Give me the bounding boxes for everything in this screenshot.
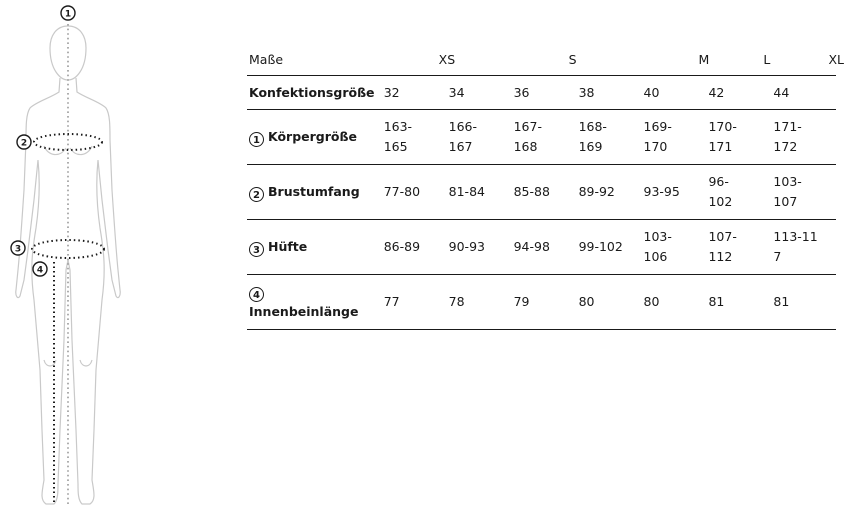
cell-value: 93-95 [643,184,680,199]
table-cell [771,76,836,110]
table-cell [447,165,512,220]
cell-value: 169- 170 [643,119,672,154]
table-cell [706,76,771,110]
cell-value: 77-80 [383,184,421,199]
cell-value: 42 [708,84,725,100]
table-cell [447,220,512,275]
row-label [247,165,382,220]
table-cell [706,165,771,220]
header-size [382,44,447,76]
cell-value: 166- 167 [448,119,478,154]
table-cell [642,76,707,110]
table-cell [447,110,512,165]
table-cell [447,275,512,330]
table-header-row [247,44,844,76]
table-cell [771,165,836,220]
cell-value: 81 [708,294,725,309]
marker-2: 2 [20,138,28,149]
cell-value: 85-88 [513,184,550,199]
size-table [247,44,844,330]
table-cell [771,275,836,330]
cell-value: 103- 106 [643,229,672,264]
row-label [247,76,382,110]
table-cell [447,76,512,110]
cell-value: 79 [513,294,530,309]
row-label-text: Hüfte [268,239,308,254]
cell-value: 81 [773,294,790,309]
table-row [247,220,844,275]
marker-3: 3 [14,244,22,255]
measure-number-badge: 2 [249,187,264,202]
table-cell [512,220,577,275]
table-cell [642,165,707,220]
table-cell [577,76,642,110]
row-label [247,220,382,275]
cell-value: 40 [643,84,660,100]
table-cell [512,275,577,330]
cell-value: 163- 165 [383,119,413,154]
cell-value: 81-84 [448,184,485,199]
table-row [247,110,844,165]
cell-value: 86-89 [383,239,421,254]
row-label [247,275,382,330]
table-cell [706,110,771,165]
cell-value: 77 [383,294,400,309]
table-row [247,76,844,110]
cell-value: 168- 169 [578,119,607,154]
table-cell [706,275,771,330]
header-size [642,44,707,76]
cell-value: 80 [578,294,595,309]
header-label: Maße [249,51,284,67]
cell-value: 96- 102 [708,174,733,209]
cell-value: 38 [578,84,595,100]
table-cell [512,76,577,110]
row-label-text: Innenbeinlänge [249,304,359,319]
table-row [247,275,844,330]
cell-value: 34 [448,84,465,100]
cell-value: 90-93 [448,239,485,254]
marker-1: 1 [64,9,72,20]
cell-value: 94-98 [513,239,550,254]
cell-value: 44 [773,84,790,100]
cell-value: 167- 168 [513,119,542,154]
table-cell [577,220,642,275]
row-label [247,110,382,165]
table-cell [382,165,447,220]
table-cell [382,275,447,330]
cell-value: 171- 172 [773,119,802,154]
table-row [247,165,844,220]
cell-value: 99-102 [578,239,623,254]
table-cell [577,275,642,330]
cell-value: 78 [448,294,465,309]
row-label-text: Brustumfang [268,184,360,199]
cell-value: 89-92 [578,184,615,199]
cell-value: 170- 171 [708,119,737,154]
table-cell [512,110,577,165]
measure-number-badge: 1 [249,132,264,147]
table-cell [642,220,707,275]
cell-value: 32 [383,84,400,100]
table-cell [706,220,771,275]
table-cell [382,76,447,110]
table-cell [771,220,836,275]
table-cell [577,165,642,220]
row-label-text: Körpergröße [268,129,357,144]
table-body [247,76,844,330]
table-cell [771,110,836,165]
header-size-s: S [568,51,577,67]
cell-value: 107- 112 [708,229,737,264]
cell-value: 103- 107 [773,174,802,209]
row-label-text: Konfektionsgröße [249,84,375,100]
header-size-m: M [698,51,710,67]
header-size [512,44,577,76]
marker-4: 4 [36,265,44,276]
measure-number-badge: 3 [249,242,264,257]
header-size-l: L [763,51,771,67]
table-cell [382,110,447,165]
cell-value: 36 [513,84,530,100]
table-cell [382,220,447,275]
cell-value: 113-117 [773,229,818,264]
cell-value: 80 [643,294,660,309]
header-size-xl: XL [828,51,844,67]
measure-number-badge: 4 [249,287,264,302]
body-measurement-figure [0,0,140,520]
table-cell [512,165,577,220]
table-cell [642,275,707,330]
header-size-xs: XS [438,51,456,67]
table-cell [642,110,707,165]
table-cell [577,110,642,165]
